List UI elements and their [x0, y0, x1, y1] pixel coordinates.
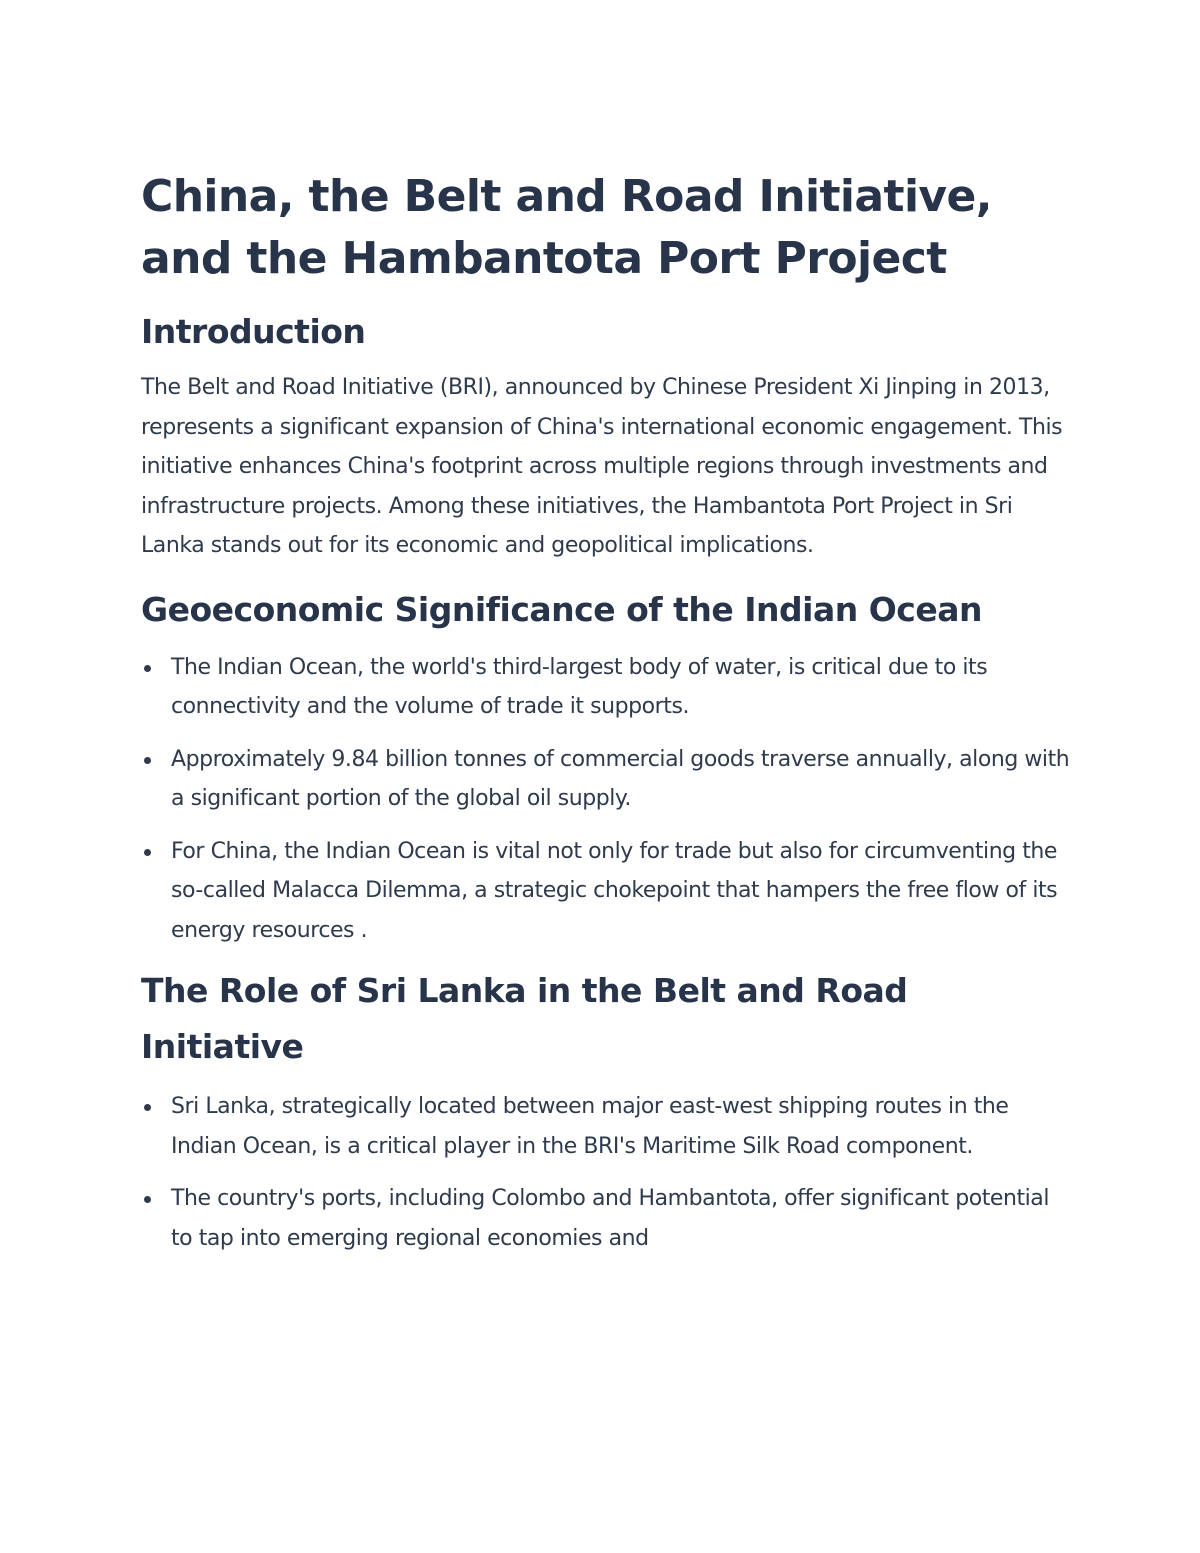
- bullet-icon: [144, 665, 151, 672]
- bullet-icon: [144, 757, 151, 764]
- list-item-text: Sri Lanka, strategically located between major east-west shipping routes in the Indian Ocean, is a critical player in the BRI's Maritime Silk Road component.: [171, 1094, 1009, 1159]
- sri-lanka-bullet-list: [141, 1087, 1071, 1258]
- list-item: [141, 648, 1071, 727]
- list-item: [141, 740, 1071, 819]
- document-page: [141, 166, 1071, 1271]
- list-item: [141, 1087, 1071, 1166]
- section-heading-sri-lanka-role: The Role of Sri Lanka in the Belt and Road Initiative: [141, 971, 908, 1066]
- list-item-text: Approximately 9.84 billion tonnes of commercial goods traverse annually, along with a significant portion of the global oil supply.: [171, 746, 1070, 811]
- introduction-paragraph: The Belt and Road Initiative (BRI), announced by Chinese President Xi Jinping in 2013, represents a significant expansion of China's international economic engagement. This initiative enhances China's footprint across multiple regions through investments and infrastructure projects. Among these initiatives, the Hambantota Port Project in Sri Lanka stands out for its economic and geopolitical implications.: [141, 375, 1063, 558]
- list-item: [141, 832, 1071, 951]
- section-heading-introduction: Introduction: [141, 312, 366, 351]
- list-item: [141, 1179, 1071, 1258]
- list-item-text: The country's ports, including Colombo and Hambantota, offer significant potential to tap into emerging regional economies and: [171, 1186, 1050, 1251]
- bullet-icon: [144, 1104, 151, 1111]
- section-heading-geoeconomic: Geoeconomic Significance of the Indian Ocean: [141, 589, 982, 629]
- list-item-text: The Indian Ocean, the world's third-largest body of water, is critical due to its connectivity and the volume of trade it supports.: [171, 654, 988, 719]
- bullet-icon: [144, 849, 151, 856]
- document-title: China, the Belt and Road Initiative, and the Hambantota Port Project: [141, 171, 992, 284]
- list-item-text: For China, the Indian Ocean is vital not only for trade but also for circumventing the so-called Malacca Dilemma, a strategic chokepoint that hampers the free flow of its energy resources .: [171, 838, 1058, 943]
- bullet-icon: [144, 1196, 151, 1203]
- geoeconomic-bullet-list: [141, 648, 1071, 951]
